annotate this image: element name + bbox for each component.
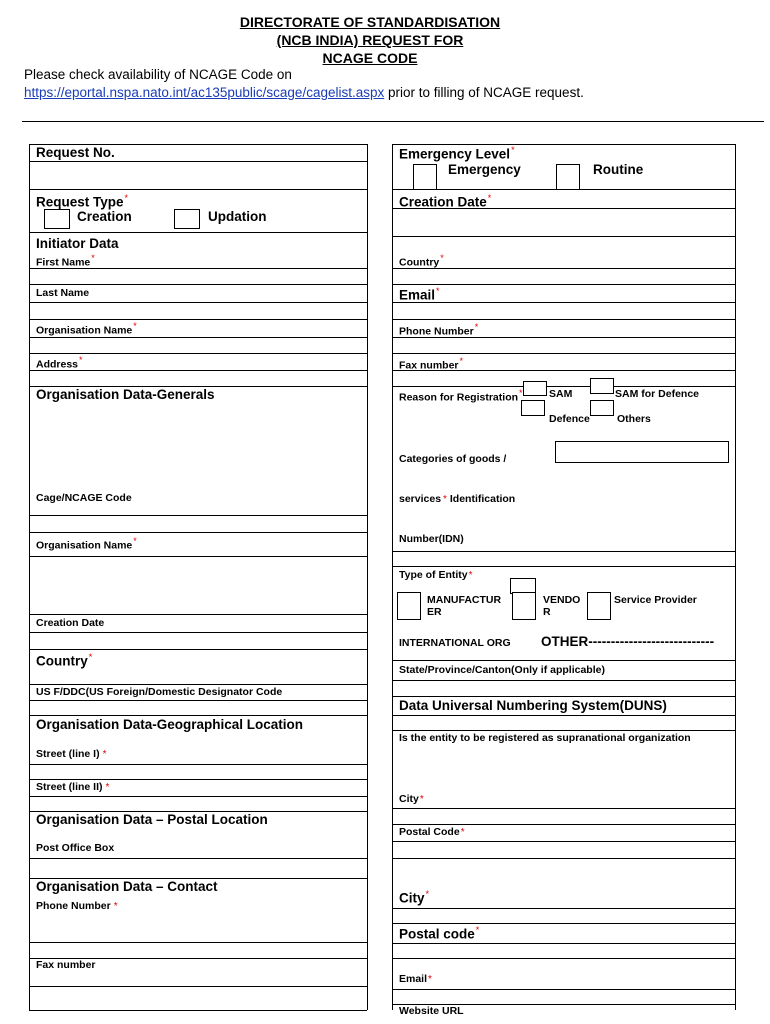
vendor-option-label: VENDO R (543, 594, 581, 618)
creation-option-label: Creation (77, 209, 132, 224)
intro-suffix: prior to filling of NCAGE request. (384, 85, 584, 100)
creation-checkbox[interactable] (44, 209, 70, 229)
email-2-label: Email* (399, 973, 432, 985)
sam-option-label: SAM (549, 388, 573, 400)
country-right-label: Country* (399, 253, 444, 269)
services-identification-label: services * Identification (399, 493, 516, 505)
organisation-name-2-label: Organisation Name* (36, 536, 137, 552)
routine-checkbox[interactable] (556, 164, 580, 190)
others-option-label: Others (617, 413, 651, 425)
first-name-label: First Name* (36, 253, 95, 269)
organisation-name-label: Organisation Name* (36, 321, 137, 337)
emergency-checkbox[interactable] (413, 164, 437, 190)
categories-goods-label: Categories of goods / (399, 453, 507, 465)
address-label: Address* (36, 355, 83, 371)
international-org-label: INTERNATIONAL ORG (399, 637, 511, 649)
phone-number-label: Phone Number * (36, 900, 118, 912)
others-checkbox[interactable] (590, 400, 614, 416)
phone-number-right-label: Phone Number* (399, 322, 479, 338)
type-entity-label: Type of Entity* (399, 569, 473, 581)
request-type-label: Request Type* (36, 193, 129, 210)
ncage-link[interactable]: https://eportal.nspa.nato.int/ac135public/scage/cagelist.aspx (24, 85, 385, 100)
country-label: Country* (36, 652, 93, 669)
email-label: Email* (399, 286, 440, 303)
idn-label: Number(IDN) (399, 533, 464, 545)
title-line-1: DIRECTORATE OF STANDARDISATION (239, 14, 501, 30)
duns-label: Data Universal Numbering System(DUNS) (399, 698, 667, 713)
intro-line-2 (24, 84, 584, 102)
website-url-label: Website URL (399, 1005, 464, 1014)
fax-number-label: Fax number (36, 959, 96, 971)
initiator-data-heading: Initiator Data (36, 236, 119, 251)
emergency-option-label: Emergency (448, 162, 521, 177)
manufacturer-option-label: MANUFACTUR ER (427, 594, 502, 618)
request-no-label: Request No. (36, 145, 115, 160)
header-divider (22, 121, 764, 122)
street-line-1-label: Street (line I) * (36, 748, 107, 760)
city-2-label: City* (399, 889, 430, 906)
categories-input[interactable] (555, 441, 729, 463)
creation-date-right-label: Creation Date* (399, 193, 492, 210)
title-line-2: (NCB INDIA) REQUEST FOR (276, 32, 464, 48)
manufacturer-checkbox[interactable] (397, 592, 421, 620)
title-line-3: NCAGE CODE (322, 50, 418, 66)
org-contact-heading: Organisation Data – Contact (36, 879, 218, 894)
updation-option-label: Updation (208, 209, 267, 224)
po-box-label: Post Office Box (36, 842, 115, 854)
emergency-level-label: Emergency Level* (399, 145, 515, 162)
us-fddc-label: US F/DDC(US Foreign/Domestic Designator Code (36, 686, 283, 698)
other-option-label: OTHER---------------------------- (541, 634, 715, 649)
defence-checkbox[interactable] (521, 400, 545, 416)
intro-text: Please check availability of NCAGE Code on (24, 67, 292, 82)
routine-option-label: Routine (593, 162, 644, 177)
sam-checkbox[interactable] (523, 381, 547, 396)
street-line-2-label: Street (line II) * (36, 781, 110, 793)
postal-code-2-label: Postal code* (399, 925, 480, 942)
cage-code-label: Cage/NCAGE Code (36, 492, 132, 504)
postal-code-label: Postal Code* (399, 826, 465, 838)
state-province-label: State/Province/Canton(Only if applicable) (399, 664, 605, 676)
service-provider-option-label: Service Provider (614, 594, 697, 606)
sam-defence-checkbox[interactable] (590, 378, 614, 394)
vendor-checkbox[interactable] (512, 592, 536, 620)
creation-date-label: Creation Date (36, 617, 105, 629)
updation-checkbox[interactable] (174, 209, 200, 229)
last-name-label: Last Name (36, 287, 90, 299)
org-postal-heading: Organisation Data – Postal Location (36, 812, 268, 827)
reason-registration-label: Reason for Registration* (399, 388, 523, 404)
supranational-label: Is the entity to be registered as supranational organization (399, 732, 691, 744)
org-generals-heading: Organisation Data-Generals (36, 387, 215, 402)
sam-defence-option-label: SAM for Defence (615, 388, 700, 400)
org-geo-heading: Organisation Data-Geographical Location (36, 717, 304, 732)
defence-option-label: Defence (549, 413, 590, 425)
fax-number-right-label: Fax number* (399, 356, 464, 372)
service-provider-checkbox[interactable] (587, 592, 611, 620)
city-label: City* (399, 793, 424, 805)
